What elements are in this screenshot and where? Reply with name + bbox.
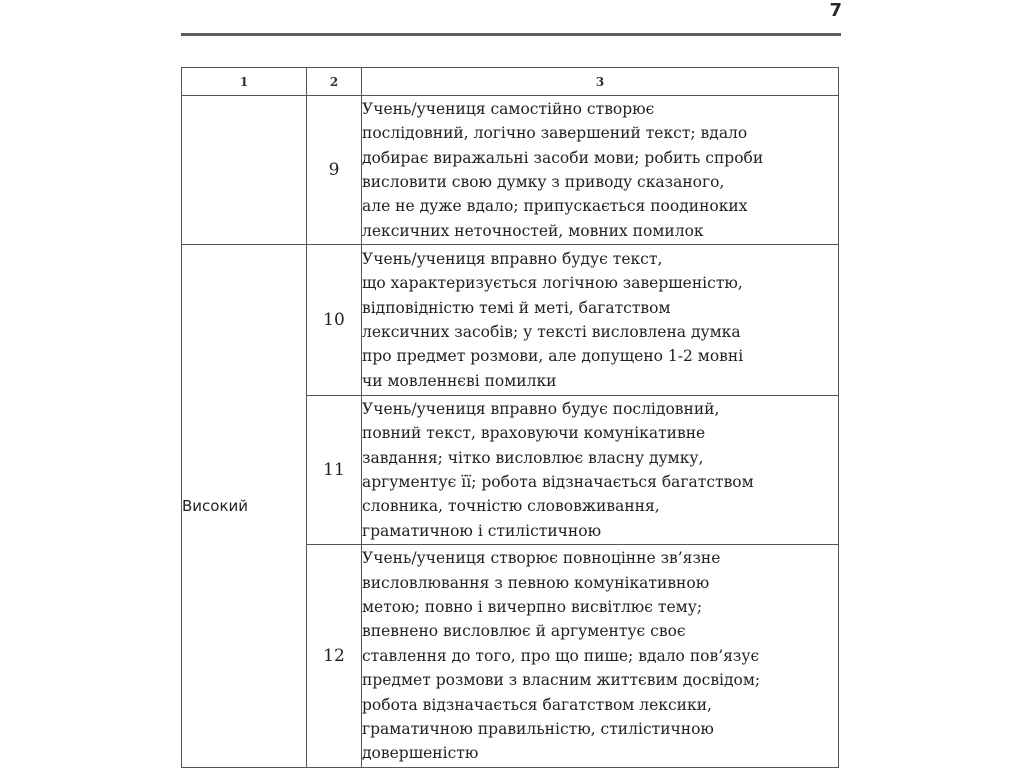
page-number: 7 — [829, 0, 842, 21]
description-cell: Учень/учениця вправно будує текст, що характеризується логічною завершеністю, відповідністю темі й меті, багатством лексичних засобів; у тексті висловлена думка про предмет розмови, але допущено 1-2 мовні чи мовленнєві помилки — [362, 245, 839, 396]
score-cell: 12 — [307, 545, 362, 768]
description-cell: Учень/учениця самостійно створює послідовний, логічно завершений текст; вдало добирає виражальні засоби мови; робить спроби висловити свою думку з приводу сказаного, але не дуже вдало; припускається поодиноких лексичних неточностей, мовних помилок — [362, 96, 839, 245]
table-row — [182, 96, 839, 245]
column-header-3: 3 — [362, 68, 839, 96]
description-cell: Учень/учениця вправно будує послідовний, повний текст, враховуючи комунікативне завдання; чітко висловлює власну думку, аргументує її; робота відзначається багатством словника, точністю слововживання, граматичною і стилістичною — [362, 396, 839, 545]
table-header-row — [182, 68, 839, 96]
level-cell-empty — [182, 96, 307, 245]
table-row — [182, 245, 839, 396]
score-cell: 9 — [307, 96, 362, 245]
column-header-2: 2 — [307, 68, 362, 96]
document-page — [160, 0, 864, 768]
level-cell: Високий — [182, 245, 307, 768]
score-cell: 11 — [307, 396, 362, 545]
score-cell: 10 — [307, 245, 362, 396]
header-rule — [181, 33, 841, 36]
assessment-table — [181, 67, 839, 768]
description-cell: Учень/учениця створює повноцінне зв’язне висловлювання з певною комунікативною метою; повно і вичерпно висвітлює тему; впевнено висловлює й аргументує своє ставлення до того, про що пише; вдало пов’язує предмет розмови з власним життєвим досвідом; робота відзначається багатством лексики, граматичною правильністю, стилістичною довершеністю — [362, 545, 839, 768]
column-header-1: 1 — [182, 68, 307, 96]
